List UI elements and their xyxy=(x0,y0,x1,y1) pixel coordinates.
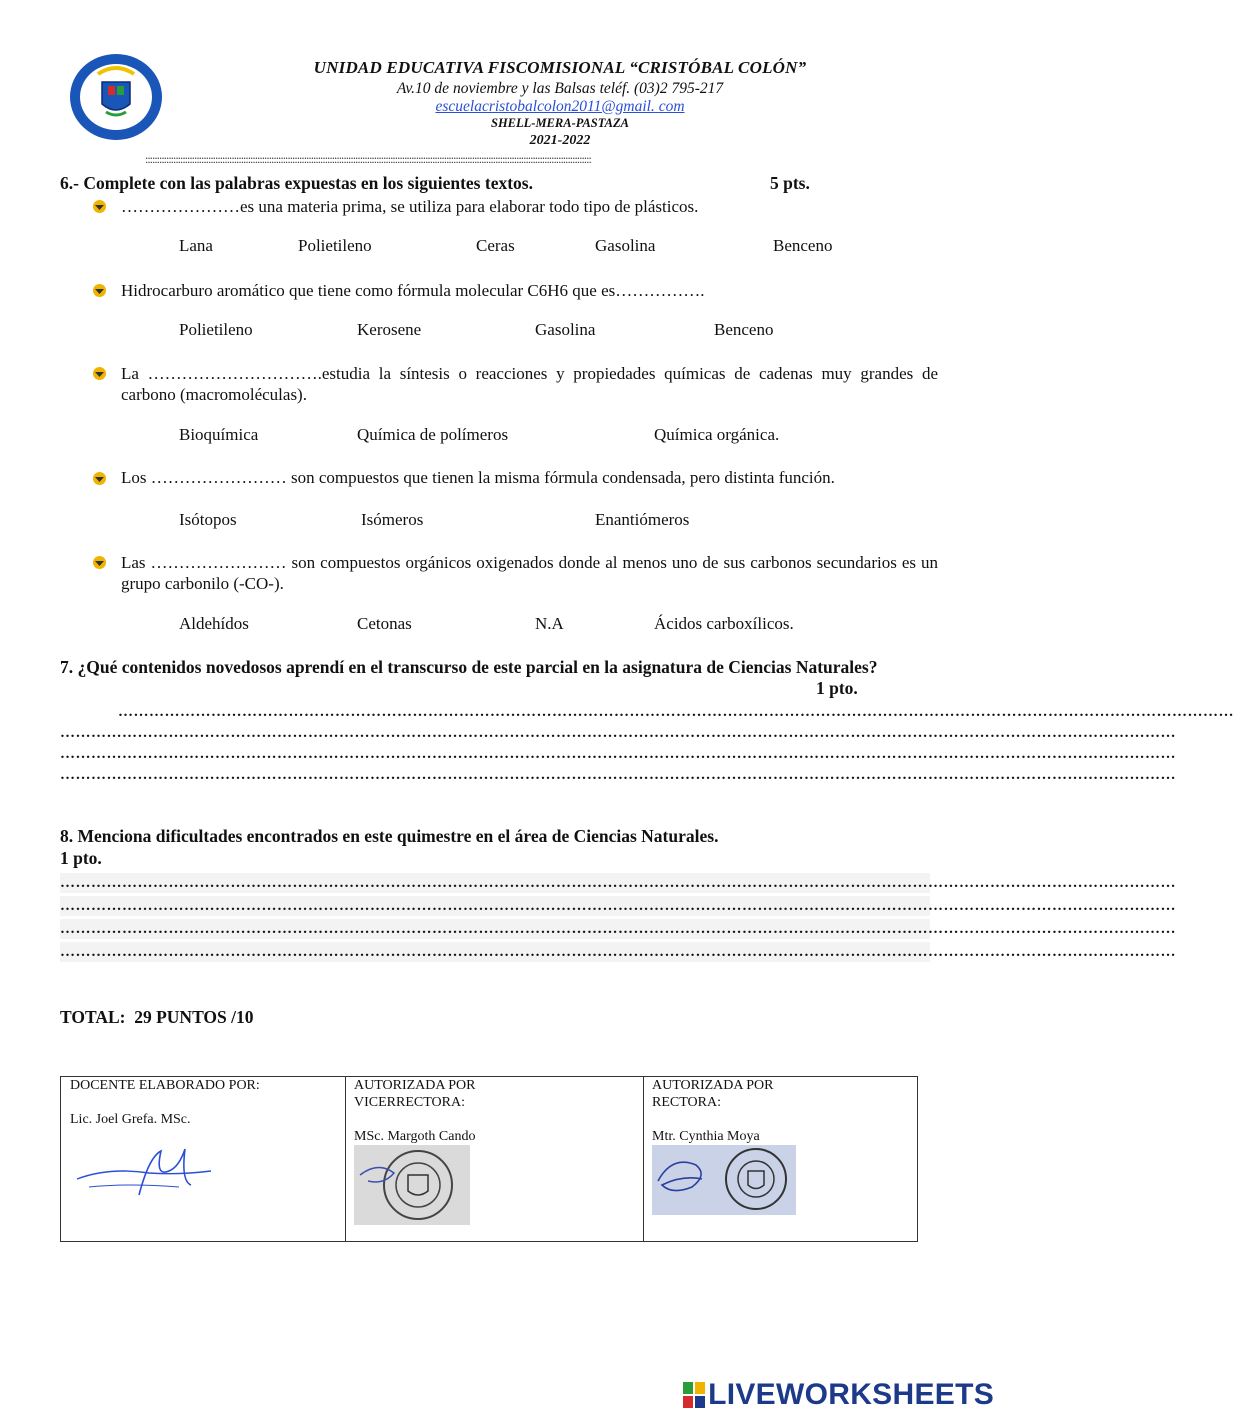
q8-answer-line[interactable]: ……………………………………………………………………………………………………………………………………………………………………………………………… xyxy=(60,921,1176,937)
liveworksheets-wordmark: LIVEWORKSHEETS xyxy=(708,1378,994,1411)
liveworksheets-logo-icon xyxy=(683,1382,705,1408)
teacher-cell xyxy=(61,1077,346,1242)
bullet-icon xyxy=(92,555,107,570)
school-year: 2021-2022 xyxy=(529,133,591,148)
q7-points: 1 pto. xyxy=(816,678,858,698)
rector-stamp-image xyxy=(652,1145,796,1215)
header-separator: ::::::::::::::::::::::::::::::::::::::::::::::::::::::::::::::::::::::::::::::::::::::::::::::::::::::::::::::::::::::::::::::::::::::::::::::::::::::::::::::::::::::::::::::::::::::::::::::: xyxy=(145,152,591,166)
q6-item-1-option[interactable]: Gasolina xyxy=(595,236,656,255)
vice-label: AUTORIZADA POR xyxy=(354,1078,476,1093)
q6-item-5-option[interactable]: Aldehídos xyxy=(179,614,249,633)
rector-cell xyxy=(644,1077,918,1242)
q7-answer-line[interactable]: ……………………………………………………………………………………………………………………………………………………………………………………………… xyxy=(118,704,1234,720)
q6-item-5-option[interactable]: Ácidos carboxílicos. xyxy=(654,614,794,633)
q6-title: 6.- Complete con las palabras expuestas en los siguientes textos. xyxy=(60,173,533,193)
email-domain[interactable]: com xyxy=(658,98,685,115)
q6-item-3-option[interactable]: Química orgánica. xyxy=(654,425,780,444)
q6-item-1-text: …………………es una materia prima, se utiliza para elaborar todo tipo de plásticos. xyxy=(121,197,699,216)
liveworksheets-watermark xyxy=(683,1378,994,1412)
vice-stamp-image xyxy=(354,1145,470,1225)
q7-answer-line[interactable]: ……………………………………………………………………………………………………………………………………………………………………………………………… xyxy=(60,725,1176,741)
teacher-name: Lic. Joel Grefa. MSc. xyxy=(70,1112,191,1127)
q6-item-3-text: La ………………………….estudia la síntesis o reacciones y propiedades químicas de cadenas muy grandes de carbono (macromoléculas). xyxy=(121,364,938,404)
q8-answer-line[interactable]: ……………………………………………………………………………………………………………………………………………………………………………………………… xyxy=(60,944,1176,960)
q6-points: 5 pts. xyxy=(770,173,810,193)
q7-title: 7. ¿Qué contenidos novedosos aprendí en el transcurso de este parcial en la asignatura de Ciencias Naturales? xyxy=(60,657,878,677)
school-address: Av.10 de noviembre y las Balsas teléf. (03)2 795-217 xyxy=(396,80,724,97)
school-city: SHELL-MERA-PASTAZA xyxy=(491,116,629,130)
vice-name: MSc. Margoth Cando xyxy=(354,1129,476,1144)
q6-item-1-option[interactable]: Benceno xyxy=(773,236,833,255)
q7-answer-line[interactable]: ……………………………………………………………………………………………………………………………………………………………………………………………… xyxy=(60,767,1176,783)
q6-item-4-option[interactable]: Isómeros xyxy=(361,510,424,529)
q6-item-1-option[interactable]: Ceras xyxy=(476,236,515,255)
q6-item-4-text: Los …………………… son compuestos que tienen la misma fórmula condensada, pero distinta función. xyxy=(121,468,835,487)
q7-answer-line[interactable]: ……………………………………………………………………………………………………………………………………………………………………………………………… xyxy=(60,746,1176,762)
q6-item-2-option[interactable]: Gasolina xyxy=(535,320,596,339)
q6-item-2-option[interactable]: Polietileno xyxy=(179,320,253,339)
bullet-icon xyxy=(92,283,107,298)
q8-answer-line[interactable]: ……………………………………………………………………………………………………………………………………………………………………………………………… xyxy=(60,898,1176,914)
q6-item-3-option[interactable]: Química de polímeros xyxy=(357,425,509,444)
bullet-icon xyxy=(92,366,107,381)
q8-answer-line[interactable]: ……………………………………………………………………………………………………………………………………………………………………………………………… xyxy=(60,875,1176,891)
q6-item-3-option[interactable]: Bioquímica xyxy=(179,425,259,444)
q6-item-1-option[interactable]: Polietileno xyxy=(298,236,372,255)
rector-label: AUTORIZADA POR xyxy=(652,1078,774,1093)
q6-item-4-option[interactable]: Isótopos xyxy=(179,510,237,529)
bullet-icon xyxy=(92,471,107,486)
school-logo xyxy=(68,52,164,142)
teacher-label: DOCENTE ELABORADO POR: xyxy=(70,1078,260,1093)
rector-name: Mtr. Cynthia Moya xyxy=(652,1129,760,1144)
q6-item-2-option[interactable]: Kerosene xyxy=(357,320,422,339)
q8-title: 8. Menciona dificultades encontrados en este quimestre en el área de Ciencias Naturales. xyxy=(60,826,719,846)
rector-label: RECTORA: xyxy=(652,1095,721,1110)
school-title: UNIDAD EDUCATIVA FISCOMISIONAL “CRISTÓBAL COLÓN” xyxy=(313,58,807,77)
bullet-icon xyxy=(92,199,107,214)
q6-item-5-option[interactable]: Cetonas xyxy=(357,614,412,633)
total-score: TOTAL: 29 PUNTOS /10 xyxy=(60,1007,254,1027)
vice-cell xyxy=(346,1077,644,1242)
q6-item-4-option[interactable]: Enantiómeros xyxy=(595,510,690,529)
school-email-link[interactable] xyxy=(180,98,940,116)
q8-points: 1 pto. xyxy=(60,848,102,868)
q6-item-2-option[interactable]: Benceno xyxy=(714,320,774,339)
q6-item-2-text: Hidrocarburo aromático que tiene como fórmula molecular C6H6 que es……………. xyxy=(121,281,705,300)
email-user[interactable]: escuelacristobalcolon2011@gmail. xyxy=(435,98,655,115)
vice-label: VICERRECTORA: xyxy=(354,1095,465,1110)
q6-item-1-option[interactable]: Lana xyxy=(179,236,213,255)
q6-item-5-option[interactable]: N.A xyxy=(535,614,564,633)
signature-table xyxy=(60,1076,918,1242)
q6-item-5-text: Las …………………… son compuestos orgánicos oxigenados donde al menos uno de sus carbonos secundarios es un grupo carbonilo (-CO-). xyxy=(121,553,938,593)
teacher-signature-image xyxy=(69,1137,219,1207)
